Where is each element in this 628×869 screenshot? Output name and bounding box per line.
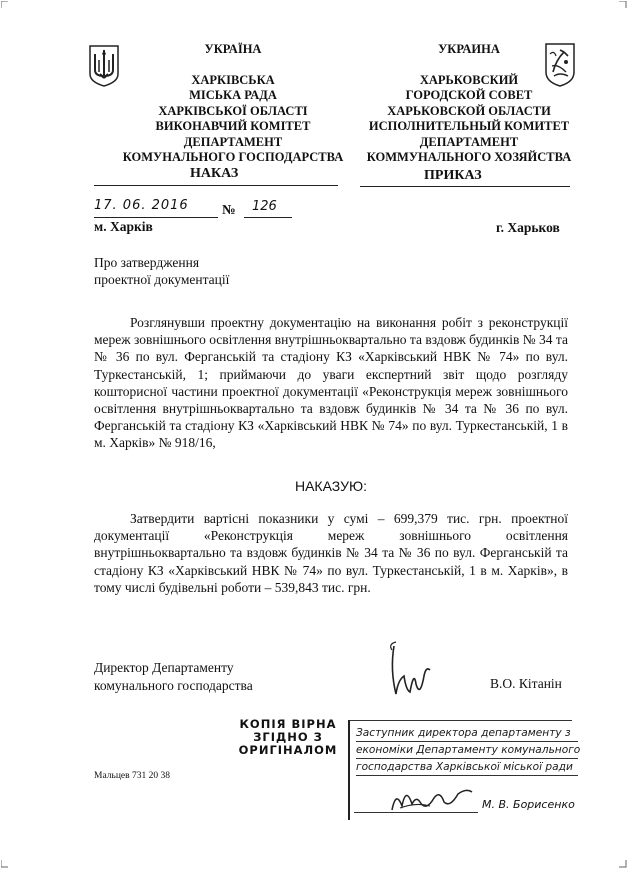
scan-corner-mark xyxy=(619,860,627,868)
subject-line: проектної документації xyxy=(94,272,230,287)
header-line: ХАРКІВСЬКОЇ ОБЛАСТІ xyxy=(158,103,308,118)
header-country-ru: УКРАИНА xyxy=(438,42,500,56)
certification-stamp xyxy=(348,720,581,820)
copy-stamp-line: КОПІЯ ВІРНА xyxy=(239,717,337,731)
city-ua: м. Харків xyxy=(94,219,153,234)
header-line: ДЕПАРТАМЕНТ xyxy=(419,134,519,149)
paragraph-order: Затвердити вартісні показники у сумі – 699,379 тис. грн. проектної документації «Реконструкція мереж зовнішнього освітлення внутрішньоквартально та вздовж будинків № 34 та № 36 по вул. Ферганській та стадіону КЗ «Харківський НВК № 74» по вул. Туркестанській, 1 в м. Харків», в тому числі будівельні роботи – 539,843 тис. грн. xyxy=(94,511,568,595)
signatory-title-line: комунального господарства xyxy=(94,678,253,693)
copy-stamp xyxy=(232,718,344,757)
order-title-ua: НАКАЗ xyxy=(190,166,239,181)
signatory-name: В.О. Кітанін xyxy=(490,676,562,691)
kharkiv-coat-of-arms-icon xyxy=(544,42,576,88)
order-date-line xyxy=(94,198,189,213)
executor-phone: Мальцев 731 20 38 xyxy=(94,771,170,781)
scan-corner-mark xyxy=(619,1,627,9)
order-date: 17. 06. 2016 xyxy=(94,198,189,213)
subject xyxy=(94,254,229,288)
header-line: КОМУНАЛЬНОГО ГОСПОДАРСТВА xyxy=(122,150,344,164)
header-left-ua xyxy=(110,42,356,166)
header-line: ИСПОЛНИТЕЛЬНЫЙ КОМИТЕТ xyxy=(368,119,570,133)
city-ru: г. Харьков xyxy=(496,220,560,235)
header-line: ДЕПАРТАМЕНТ xyxy=(183,134,283,149)
date-underline xyxy=(94,217,218,218)
stamp-line: господарства Харківської міської ради xyxy=(356,759,578,776)
header-line: ХАРКІВСЬКА xyxy=(191,72,275,87)
subject-line: Про затвердження xyxy=(94,255,200,270)
order-word: НАКАЗУЮ: xyxy=(294,478,367,494)
scan-corner-mark xyxy=(1,860,9,868)
header-line: МІСЬКА РАДА xyxy=(189,88,277,102)
stamp-line: економіки Департаменту комунального xyxy=(356,742,578,759)
stamp-line: Заступник директора департаменту з xyxy=(356,725,578,742)
header-line: ХАРЬКОВСКОЙ ОБЛАСТИ xyxy=(387,103,551,118)
signatory-title-line: Директор Департаменту xyxy=(94,660,234,675)
copy-stamp-line: ЗГІДНО З xyxy=(253,730,323,744)
header-line: ГОРОДСКОЙ СОВЕТ xyxy=(405,88,533,102)
stamp-border xyxy=(350,720,572,721)
scan-corner-mark xyxy=(1,1,9,9)
divider xyxy=(360,186,570,187)
signatory-title xyxy=(94,659,253,695)
header-country-ua: УКРАЇНА xyxy=(204,42,262,56)
copy-stamp-line: ОРИГІНАЛОМ xyxy=(238,743,338,757)
paragraph-preamble: Розглянувши проектну документацію на виконання робіт з реконструкції мереж зовнішнього освітлення внутрішньоквартально та вздовж будинків № 34 та № 36 по вул. Ферганській та стадіону КЗ «Харківський НВК № 74» по вул. Туркестанській, 1; приймаючи до уваги експертний звіт щодо розгляду кошторисної частини проектної документації «Реконструкція мереж зовнішнього освітлення внутрішньоквартально та вздовж будинків № 34 та № 36 по вул. Ферганській та стадіону КЗ «Харківський НВК № 74» по вул. Туркестанській, 1 в м. Харків» № 918/16, xyxy=(94,315,568,451)
director-signature-icon xyxy=(384,640,440,704)
number-label: № xyxy=(222,202,236,217)
order-title-ru: ПРИКАЗ xyxy=(424,168,482,183)
header-line: КОММУНАЛЬНОГО ХОЗЯЙСТВА xyxy=(366,150,572,164)
deputy-signature-icon xyxy=(386,782,476,816)
header-line: ВИКОНАВЧИЙ КОМІТЕТ xyxy=(155,119,311,133)
stamp-text xyxy=(356,725,581,776)
header-line: ХАРЬКОВСКИЙ xyxy=(419,72,519,87)
number-underline xyxy=(244,217,292,218)
signature-line xyxy=(354,812,478,813)
divider xyxy=(94,185,338,186)
stamp-signer-name: М. В. Борисенко xyxy=(482,798,575,811)
order-number: 126 xyxy=(252,199,277,214)
